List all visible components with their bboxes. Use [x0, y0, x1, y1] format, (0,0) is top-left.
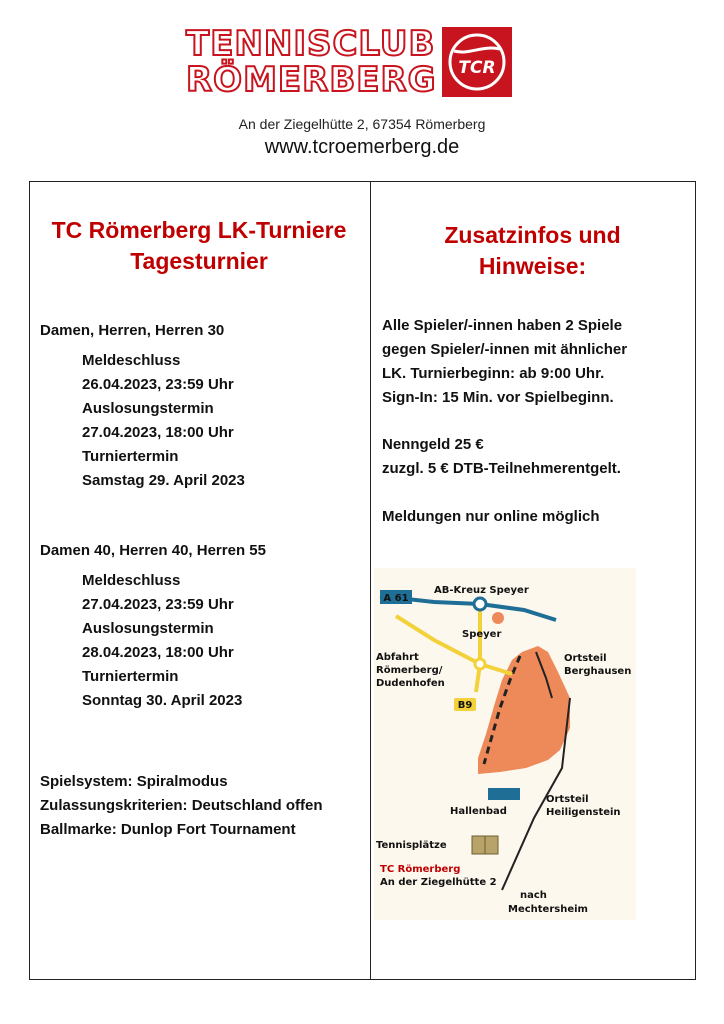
heiligenstein-label: Ortsteil Heiligenstein — [546, 794, 621, 818]
detail-line: Meldeschluss — [82, 572, 181, 589]
right-column-title — [371, 220, 694, 282]
abfahrt-label: Abfahrt Römerberg/ Dudenhofen — [376, 652, 445, 689]
info-line: gegen Spieler/-innen mit ähnlicher — [382, 341, 628, 358]
logo-line-1: TENNISCLUB — [186, 24, 436, 64]
hallenbad-label: Hallenbad — [450, 806, 507, 817]
tennisplaetze-label: Tennisplätze — [376, 840, 447, 851]
info-line: Sign-In: 15 Min. vor Spielbeginn. — [382, 389, 614, 406]
tc-name-label: TC Römerberg — [380, 864, 461, 875]
location-map — [374, 568, 636, 920]
detail-line: Samstag 29. April 2023 — [82, 472, 245, 489]
detail-line: 26.04.2023, 23:59 Uhr — [82, 376, 234, 393]
info-paragraph — [382, 314, 687, 410]
fee-line: zuzgl. 5 € DTB-Teilnehmerentgelt. — [382, 460, 621, 477]
info-line: LK. Turnierbeginn: ab 9:00 Uhr. — [382, 365, 605, 382]
tcr-badge-icon — [442, 27, 512, 97]
header — [0, 0, 724, 180]
detail-line: Sonntag 30. April 2023 — [82, 692, 243, 709]
rule-line: Spielsystem: Spiralmodus — [40, 773, 228, 790]
interchange-icon — [474, 598, 486, 610]
detail-line: 28.04.2023, 18:00 Uhr — [82, 644, 234, 661]
rule-line: Zulassungskriterien: Deutschland offen — [40, 797, 323, 814]
group-1-details — [82, 349, 245, 493]
column-divider — [370, 181, 371, 980]
title-line-1: Zusatzinfos und — [444, 222, 621, 248]
group-2-details — [82, 569, 242, 713]
detail-line: Auslosungstermin — [82, 400, 214, 417]
club-logo-text — [186, 24, 437, 100]
detail-line: Meldeschluss — [82, 352, 181, 369]
club-website-link[interactable]: www.tcroemerberg.de — [264, 136, 460, 158]
tennis-ball-icon — [442, 27, 512, 97]
group-2-heading: Damen 40, Herren 40, Herren 55 — [40, 542, 266, 559]
title-line-2: Tagesturnier — [130, 248, 268, 274]
left-column-title — [31, 215, 367, 277]
detail-line: 27.04.2023, 18:00 Uhr — [82, 424, 234, 441]
speyer-marker-icon — [492, 612, 504, 624]
logo-line-2: RÖMERBERG — [186, 60, 437, 100]
detail-line: Turniertermin — [82, 448, 179, 465]
detail-line: 27.04.2023, 23:59 Uhr — [82, 596, 234, 613]
b9-label: B9 — [457, 700, 473, 711]
fee-paragraph — [382, 433, 687, 481]
group-1-heading: Damen, Herren, Herren 30 — [40, 322, 225, 339]
a61-label: A 61 — [383, 593, 409, 604]
info-line: Alle Spieler/-innen haben 2 Spiele — [382, 317, 623, 334]
nach-mechtersheim-label: nach Mechtersheim — [508, 890, 588, 915]
ab-kreuz-label: AB-Kreuz Speyer — [434, 585, 529, 596]
rule-line: Ballmarke: Dunlop Fort Tournament — [40, 821, 296, 838]
hallenbad-building — [488, 788, 520, 800]
berghausen-label: Ortsteil Berghausen — [564, 653, 632, 677]
exit-icon — [475, 659, 485, 669]
tc-address-label: An der Ziegelhütte 2 — [380, 877, 497, 888]
tournament-rules — [40, 770, 323, 842]
detail-line: Turniertermin — [82, 668, 179, 685]
detail-line: Auslosungstermin — [82, 620, 214, 637]
fee-line: Nenngeld 25 € — [382, 436, 484, 453]
club-address: An der Ziegelhütte 2, 67354 Römerberg — [238, 116, 486, 132]
title-line-1: TC Römerberg LK-Turniere — [51, 217, 347, 243]
title-line-2: Hinweise: — [478, 253, 587, 279]
speyer-label: Speyer — [462, 629, 502, 640]
online-note: Meldungen nur online möglich — [382, 508, 600, 525]
badge-text: TCR — [458, 58, 496, 78]
